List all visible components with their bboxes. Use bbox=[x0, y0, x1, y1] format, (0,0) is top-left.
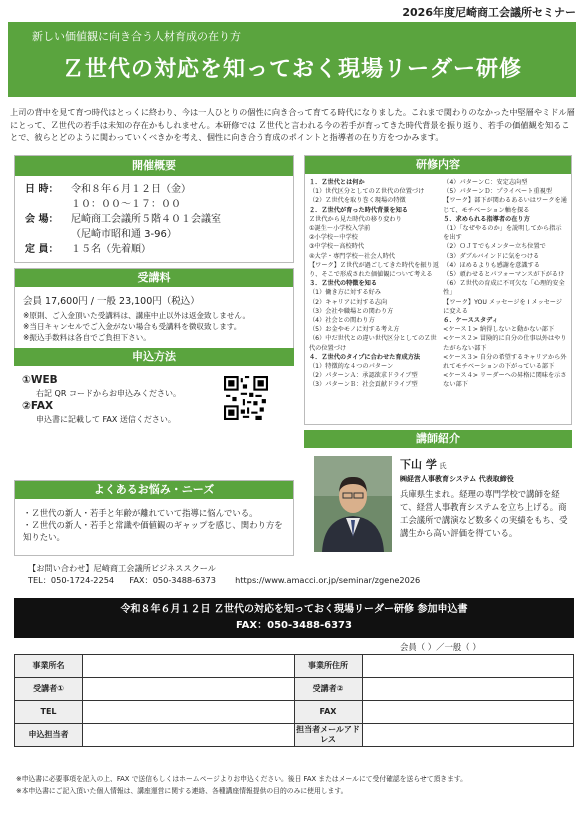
curriculum-item: （3）ダブルバインドに気をつける bbox=[443, 252, 540, 260]
curriculum-item: （4）ほめるよりも感謝を意識する bbox=[443, 261, 540, 269]
contact-person-label: 申込担当者 bbox=[15, 724, 83, 747]
curriculum-item: （4）パターンＣ：安定志向型 bbox=[443, 179, 528, 186]
participant1-label: 受講者① bbox=[15, 678, 83, 701]
overview-heading: 開催概要 bbox=[15, 156, 293, 176]
contact-label: 【お問い合わせ】尼崎商工会議所ビジネススクール bbox=[28, 563, 216, 573]
page-title: Ｚ世代の対応を知っておく現場リーダー研修 bbox=[61, 57, 522, 82]
faq-heading: よくあるお悩み・ニーズ bbox=[15, 481, 293, 499]
faq-section bbox=[14, 480, 294, 556]
lecturer-honorific: 氏 bbox=[439, 462, 447, 470]
curriculum-item: （1）世代区分としてのＺ世代の位置づけ bbox=[309, 188, 425, 196]
fee-note: ※原則、ご入金頂いた受講料は、講座中止以外は返金致しません。 bbox=[23, 311, 251, 320]
application-form-header bbox=[14, 598, 574, 638]
lecturer-section bbox=[304, 430, 572, 558]
footnotes bbox=[16, 773, 572, 797]
lecturer-heading: 講師紹介 bbox=[304, 430, 572, 448]
fee-heading: 受講料 bbox=[15, 269, 293, 287]
date-value: 令和８年６月１２日（金） bbox=[71, 184, 191, 195]
address-label: 事業所住所 bbox=[294, 655, 362, 678]
venue-value: 尼崎商工会議所５階４０１会議室 bbox=[71, 214, 221, 225]
venue-label: 会 場： bbox=[25, 214, 59, 225]
curriculum-item: ③中学校～高校時代 bbox=[309, 243, 365, 251]
participant1-field[interactable] bbox=[83, 678, 295, 701]
curriculum-item: Ｚ世代から見た時代の移り変わり bbox=[309, 215, 402, 223]
curriculum-item: ④大学・専門学校～社会人時代 bbox=[309, 252, 395, 260]
curriculum-item: （1）働き方に対する好み bbox=[309, 289, 381, 297]
form-fax: FAX：050-3488-6373 bbox=[236, 620, 352, 631]
banner-subtitle: 新しい価値観に向き合う人材育成の在り方 bbox=[32, 30, 241, 43]
curriculum-item: （5）パターンＤ：プライベート重視型 bbox=[443, 188, 552, 196]
seminar-year-tag: 2026年度尼崎商工会議所セミナー bbox=[402, 6, 576, 19]
email-field[interactable] bbox=[362, 724, 574, 747]
lecturer-name: 下山 学 bbox=[400, 458, 437, 471]
footnote: ※申込書に必要事項を記入の上、FAX で送信もしくはホームページよりお申込ください。後日 FAX またはメールにて受付確認を送らせて頂きます。 bbox=[16, 775, 467, 783]
fee-note: ※当日キャンセルでご入金がない場合も受講料を徴収致します。 bbox=[23, 322, 242, 331]
capacity-label: 定 員： bbox=[25, 244, 59, 255]
participant2-label: 受講者② bbox=[294, 678, 362, 701]
curriculum-item: （5）頑わせるとパフォーマンスが下がる!? bbox=[443, 271, 564, 279]
fax-field[interactable] bbox=[362, 701, 574, 724]
faq-item: ・Ｚ世代の新人・若手と年齢が離れていて指導に悩んでいる。 bbox=[23, 508, 258, 518]
intro-text: 上司の背中を見て育つ時代はとっくに終わり、今は一人ひとりの個性に向き合って育てる時代になりました。これまで関わりのなかった中堅層やミドル層にとって、Ｚ世代の若手は未知の存在かもしれません。本研修では Ｚ世代と言われる今の若手が育ってきた時代背景を振り返り、若手の価値観を知ることで、彼らとどのように関わっていくべきかを考え、個性に向き合う育成のポイントと指導者の在り方をつかみます。 bbox=[10, 107, 575, 142]
contact-tel: TEL：050-1724-2254 bbox=[28, 575, 115, 585]
overview-section bbox=[14, 155, 294, 263]
address-field[interactable] bbox=[362, 655, 574, 678]
date-label: 日 時： bbox=[25, 184, 59, 195]
member-type-line: 会員（ ）／一般（ ） bbox=[400, 642, 481, 652]
curriculum-item: ２．Ｚ世代が育った時代背景を知る bbox=[309, 206, 408, 214]
title-banner bbox=[8, 22, 576, 97]
participant2-field[interactable] bbox=[362, 678, 574, 701]
curriculum-item: １．Ｚ世代とは何か bbox=[309, 179, 365, 186]
fax-label: ②FAX bbox=[22, 400, 54, 412]
curriculum-item: （5）お金やモノに対する考え方 bbox=[309, 326, 400, 334]
faq-item: ・Ｚ世代の新人・若手と常識や価値観のギャップを感じ、関わり方を知りたい。 bbox=[23, 520, 283, 542]
contact-person-field[interactable] bbox=[83, 724, 295, 747]
footnote: ※本申込書にご記入頂いた個人情報は、講座運営に関する連絡、各種講座情報提供の目的のみに使用します。 bbox=[16, 787, 348, 795]
curriculum-section bbox=[304, 155, 572, 425]
lecturer-affiliation: ㈱経営人事教育システム 代表取締役 bbox=[400, 475, 514, 483]
contact-info bbox=[28, 562, 568, 586]
curriculum-item: 【ワーク】部下が関わるあるいはワークを通じて、モチベーション軸を探る bbox=[443, 197, 567, 214]
curriculum-item: （1）特徴的な４つのパターン bbox=[309, 363, 394, 371]
curriculum-item: （3）会社や職場との関わり方 bbox=[309, 307, 394, 315]
web-label: ①WEB bbox=[22, 374, 58, 386]
fax-desc: 申込書に記載して FAX 送信ください。 bbox=[36, 415, 176, 424]
curriculum-heading: 研修内容 bbox=[305, 156, 571, 174]
capacity-value: １５名（先着順） bbox=[71, 244, 151, 255]
curriculum-item: ６．ケーススタディ bbox=[443, 317, 499, 325]
email-label: 担当者メールアドレス bbox=[294, 724, 362, 747]
tel-label: TEL bbox=[15, 701, 83, 724]
fee-section bbox=[14, 268, 294, 354]
contact-url-link[interactable]: https://www.amacci.or.jp/seminar/zgene2026 bbox=[235, 575, 421, 585]
curriculum-item: （1）「なぜやるのか」を説明してから指示を出す bbox=[443, 225, 562, 242]
curriculum-item: ５．求められる指導者の在り方 bbox=[443, 215, 530, 223]
curriculum-item: <ケース１> 納得しないと動かない部下 bbox=[443, 326, 555, 334]
curriculum-item: 【ワーク】Ｚ世代が過ごしてきた時代を振り返り、そこで形成された価値観について考える bbox=[309, 261, 439, 279]
fee-line: 会員 17,600円 / 一般 23,100円（税込） bbox=[23, 296, 200, 307]
application-form bbox=[14, 654, 574, 747]
curriculum-item: ３．Ｚ世代の特徴を知る bbox=[309, 280, 378, 288]
curriculum-item: （6）Ｚ世代の育成に不可欠な「心理的安全性」 bbox=[443, 280, 565, 297]
lecturer-bio: 兵庫県生まれ。経理の専門学校で講師を経て、経営人事教育システムを立ち上げる。商工会議所で講演など数多くの実績をもち、受講生から高い評価を得ている。 bbox=[400, 489, 568, 538]
curriculum-item: （2）Ｚ世代を取り巻く現場の特徴 bbox=[309, 197, 406, 205]
curriculum-item: ①誕生～小学校入学前 bbox=[309, 225, 371, 233]
web-desc: 右記 QR コードからお申込みください。 bbox=[36, 389, 181, 398]
curriculum-column-1 bbox=[309, 178, 443, 390]
curriculum-item: ②小学校～中学校 bbox=[309, 234, 358, 242]
curriculum-item: （6）中だ世代との違い世代区分としてのＺ世代の位置づけ bbox=[309, 335, 437, 352]
apply-section bbox=[14, 348, 294, 460]
form-title: 令和８年６月１２日 Ｚ世代の対応を知っておく現場リーダー研修 参加申込書 bbox=[120, 604, 468, 615]
curriculum-item: （4）社会との関わり方 bbox=[309, 317, 375, 325]
curriculum-column-2 bbox=[443, 178, 567, 390]
company-field[interactable] bbox=[83, 655, 295, 678]
curriculum-item: ４．Ｚ世代のタイプに合わせた育成方法 bbox=[309, 353, 421, 361]
company-label: 事業所名 bbox=[15, 655, 83, 678]
lecturer-photo bbox=[314, 456, 392, 552]
qr-code-icon[interactable] bbox=[224, 376, 268, 420]
fee-note: ※振込手数料は各自でご負担下さい。 bbox=[23, 333, 151, 342]
curriculum-item: <ケース３> 自分の希望するキャリアから外れてモチベーションの下がっている部下 bbox=[443, 353, 567, 371]
curriculum-item: （3）パターンＢ：社会貢献ドライブ型 bbox=[309, 381, 418, 389]
curriculum-item: （2）キャリアに対する志向 bbox=[309, 298, 388, 306]
curriculum-item: <ケース２> 冒険的に自分の仕事以外はやりたがらない部下 bbox=[443, 335, 567, 352]
tel-field[interactable] bbox=[83, 701, 295, 724]
fax-label-cell: FAX bbox=[294, 701, 362, 724]
time-value: １０：００～１７：００ bbox=[71, 199, 181, 210]
contact-fax: FAX：050-3488-6373 bbox=[129, 575, 216, 585]
curriculum-item: （2）パターンＡ：承認欲求ドライブ型 bbox=[309, 372, 418, 380]
venue-address: （尼崎市昭和通 3-96） bbox=[71, 229, 177, 240]
apply-heading: 申込方法 bbox=[14, 348, 294, 366]
curriculum-item: <ケース４> リーダーへの昇格に関味を示さない部下 bbox=[443, 372, 567, 389]
curriculum-item: 【ワーク】YOU メッセージを I メッセージに変える bbox=[443, 298, 562, 315]
curriculum-item: （2）ＯＪＴでもメンター立ち位置で bbox=[443, 243, 546, 251]
